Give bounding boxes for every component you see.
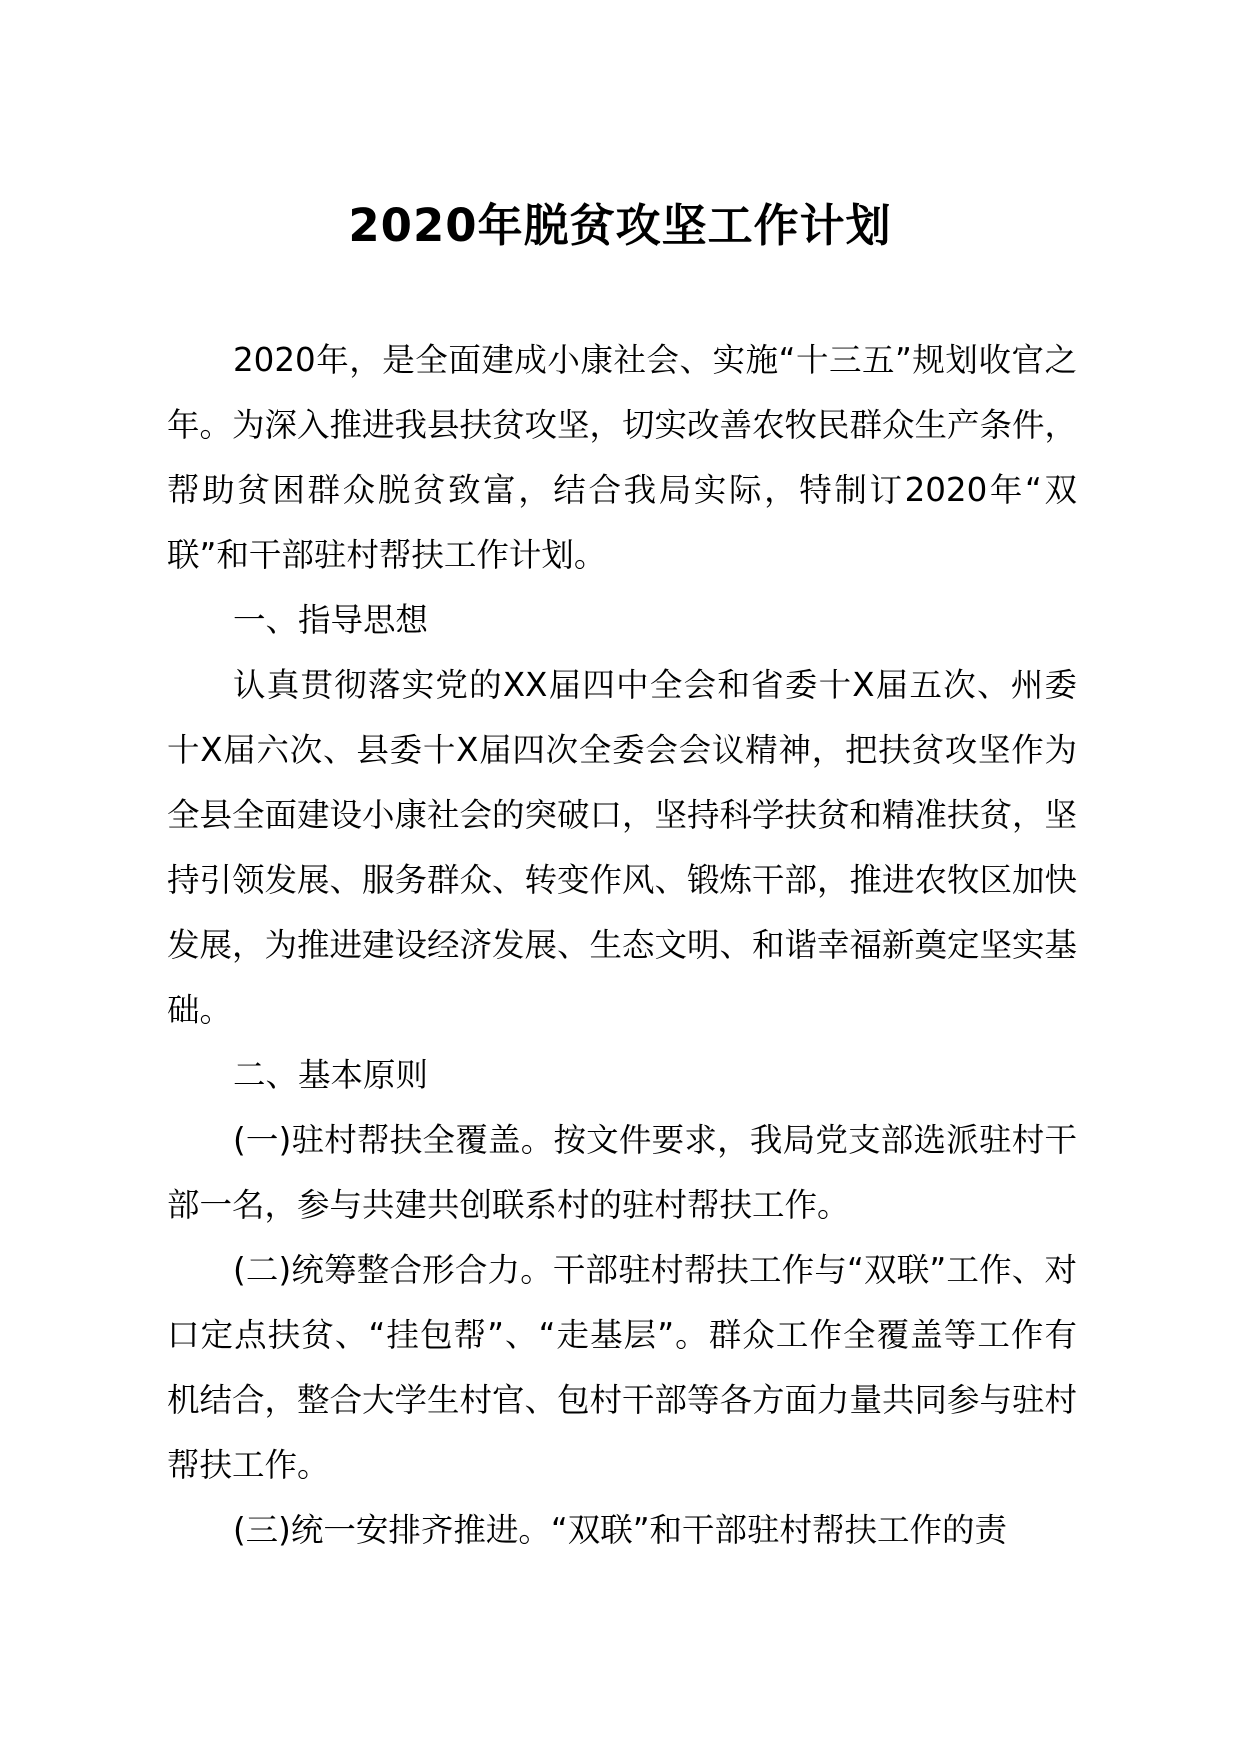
section-heading-basic-principles: 二、基本原则	[233, 1056, 429, 1094]
principle-3-paragraph: (三)统一安排齐推进。“双联”和干部驻村帮扶工作的责	[233, 1511, 1008, 1549]
intro-paragraph: 2020年，是全面建成小康社会、实施“十三五”规划收官之年。为深入推进我县扶贫攻坚，切实改善农牧民群众生产条件，帮助贫困群众脱贫致富，结合我局实际，特制订2020年“双联”和干部驻村帮扶工作计划。	[167, 341, 1078, 574]
document-title: 2020年脱贫攻坚工作计划	[348, 199, 892, 252]
section-heading-guiding-ideology: 一、指导思想	[233, 601, 429, 639]
principle-2-paragraph: (二)统筹整合形合力。干部驻村帮扶工作与“双联”工作、对口定点扶贫、“挂包帮”、“走基层”。群众工作全覆盖等工作有机结合，整合大学生村官、包村干部等各方面力量共同参与驻村帮扶工作。	[167, 1251, 1078, 1484]
document-body	[167, 328, 1077, 1563]
guiding-ideology-paragraph: 认真贯彻落实党的XX届四中全会和省委十X届五次、州委十X届六次、县委十X届四次全委会会议精神，把扶贫攻坚作为全县全面建设小康社会的突破口，坚持科学扶贫和精准扶贫，坚持引领发展、服务群众、转变作风、锻炼干部，推进农牧区加快发展，为推进建设经济发展、生态文明、和谐幸福新奠定坚实基础。	[167, 666, 1078, 1029]
principle-1-paragraph: (一)驻村帮扶全覆盖。按文件要求，我局党支部选派驻村干部一名，参与共建共创联系村的驻村帮扶工作。	[167, 1121, 1077, 1224]
